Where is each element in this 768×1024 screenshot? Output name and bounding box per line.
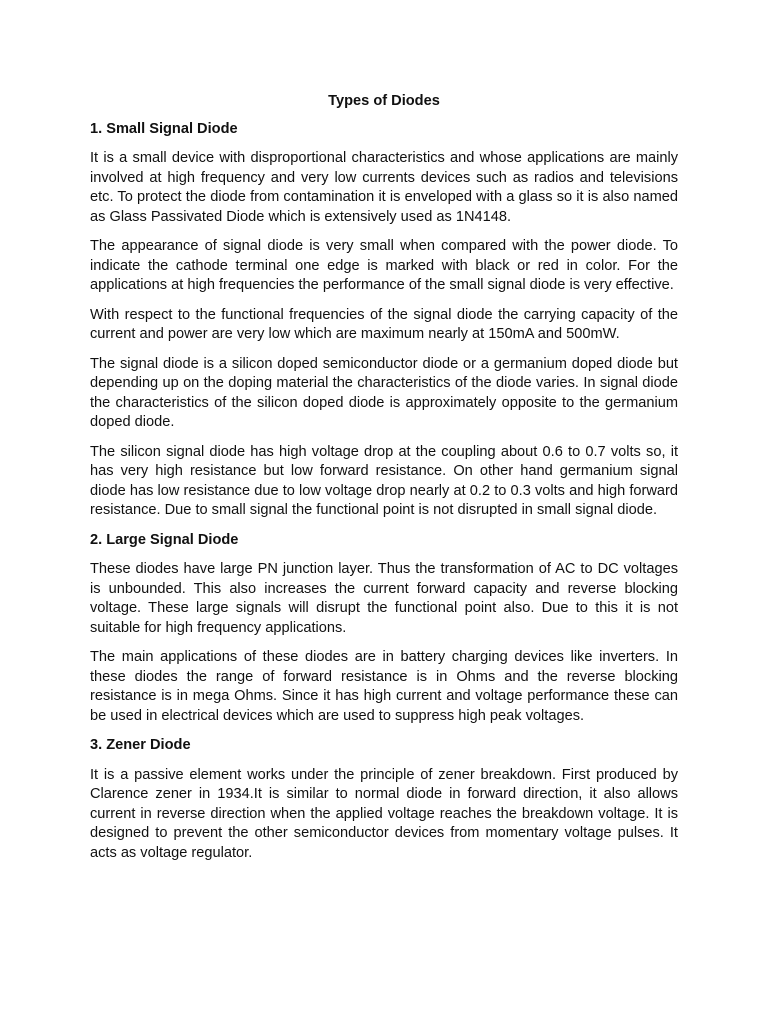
section-heading: 2. Large Signal Diode <box>90 531 239 548</box>
paragraph: The main applications of these diodes are in battery charging devices like inverters. In these diodes the range of forward resistance is in Ohms and the reverse blocking resistance is in mega Ohms. Since it has high current and voltage performance these can be used in electrical devices which are used to suppress high peak voltages. <box>90 649 678 724</box>
section-heading: 1. Small Signal Diode <box>90 120 238 137</box>
section-small-signal-diode <box>90 120 678 521</box>
paragraph: The silicon signal diode has high voltage drop at the coupling about 0.6 to 0.7 volts so, it has very high resistance but low forward resistance. On other hand germanium signal diode has low resistance due to low voltage drop nearly at 0.2 to 0.3 volts and high forward resistance. Due to small signal the functional point is not disrupted in small signal diode. <box>90 443 678 518</box>
document-page <box>90 86 678 873</box>
paragraph: These diodes have large PN junction layer. Thus the transformation of AC to DC voltages is unbounded. This also increases the current forward capacity and reverse blocking voltage. These large signals will disrupt the functional point also. Due to this it is not suitable for high frequency applications. <box>90 561 678 636</box>
section-zener-diode <box>90 736 678 863</box>
paragraph: The appearance of signal diode is very small when compared with the power diode. To indicate the cathode terminal one edge is marked with black or red in color. For the applications at high frequencies the performance of the small signal diode is very effective. <box>90 238 678 293</box>
section-heading: 3. Zener Diode <box>90 737 191 753</box>
paragraph: With respect to the functional frequencies of the signal diode the carrying capacity of the current and power are very low which are maximum nearly at 150mA and 500mW. <box>90 306 678 342</box>
document-title: Types of Diodes <box>328 93 440 109</box>
paragraph: It is a passive element works under the principle of zener breakdown. First produced by Clarence zener in 1934.It is similar to normal diode in forward direction, it also allows current in reverse direction when the applied voltage reaches the breakdown voltage. It is designed to prevent the other semiconductor devices from momentary voltage pulses. It acts as voltage regulator. <box>90 766 678 861</box>
paragraph: The signal diode is a silicon doped semiconductor diode or a germanium doped diode but depending up on the doping material the characteristics of the diode varies. In signal diode the characteristics of the silicon doped diode is approximately opposite to the germanium doped diode. <box>90 355 678 430</box>
section-large-signal-diode <box>90 531 678 727</box>
paragraph: It is a small device with disproportional characteristics and whose applications are mainly involved at high frequency and very low currents devices such as radios and televisions etc. To protect the diode from contamination it is enveloped with a glass so it is also named as Glass Passivated Diode which is extensively used as 1N4148. <box>90 150 678 225</box>
